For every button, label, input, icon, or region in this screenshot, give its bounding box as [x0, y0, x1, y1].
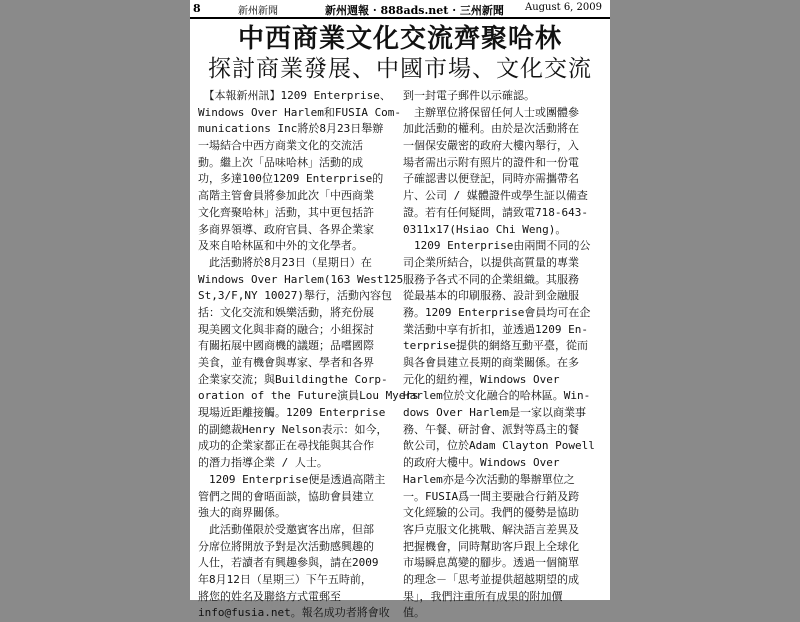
article-text-line: 客戶克服文化挑戰、解決語言差異及 — [403, 522, 579, 536]
article-text-line: 的潛力指導企業 / 人士。 — [198, 456, 328, 470]
article-text-line: 現美國文化與非裔的融合；小組探討 — [198, 322, 374, 336]
article-text-line: 將您的姓名及聯絡方式電郵至 — [198, 589, 341, 603]
article-text-line: 的副總裁Henry Nelson表示：如今， — [198, 422, 388, 436]
article-text-line: info@fusia.net。報名成功者將會收 — [198, 606, 390, 620]
article-text-line: St,3/F,NY 10027)舉行，活動內容包 — [198, 289, 392, 303]
article-right-column — [403, 88, 603, 622]
article-text-line: 證。若有任何疑問，請致電718-643- — [403, 205, 588, 219]
article-text-line: Harlem位於文化融合的哈林區。Win- — [403, 389, 591, 403]
article-text-line: 司企業所結合，以提供高質量的專業 — [403, 255, 579, 269]
article-text-line: 多商界領導、政府官員、各界企業家 — [198, 222, 374, 236]
article-text-line: 人仕，若讀者有興趣參與，請在2009 — [198, 556, 379, 570]
article-text-line: terprise提供的網絡互動平臺，從而 — [403, 339, 588, 353]
article-text-line: 現場近距離接觸。1209 Enterprise — [198, 406, 386, 420]
newspaper-page — [190, 0, 610, 620]
article-text-line: 文化齊聚哈林」活動，其中更包括許 — [198, 205, 374, 219]
article-text-line: 元化的紐約裡，Windows Over — [403, 372, 560, 386]
article-text-line: 的政府大樓中。Windows Over — [403, 456, 560, 470]
article-text-line: 場者需出示附有照片的證件和一份電 — [403, 155, 579, 169]
article-text-line: 片、公司 / 媒體證件或學生証以備查 — [403, 189, 588, 203]
page-header — [190, 0, 610, 19]
article-text-line: Harlem亦是今次活動的舉辦單位之 — [403, 472, 575, 486]
article-text-line: 與各會員建立長期的商業關係。在多 — [403, 356, 579, 369]
article-text-line: 分席位將開放予對是次活動感興趣的 — [198, 539, 374, 553]
article-text-line: 有關拓展中國商機的議題；品嚐國際 — [198, 339, 374, 353]
article-text-line: oration of the Future演員Lou Myers — [198, 389, 419, 403]
article-text-line: 1209 Enterprise由兩間不同的公 — [403, 239, 591, 253]
article-text-line: 一場結合中西方商業文化的交流活 — [198, 139, 363, 153]
article-text-line: 【本報新州訊】1209 Enterprise、 — [198, 89, 391, 102]
article-text-line: 文化經驗的公司。我們的優勢是協助 — [403, 506, 579, 520]
article-text-line: 管們之間的會晤面談，協助會員建立 — [198, 489, 374, 503]
article-text-line: 市場瞬息萬變的腳步。透過一個簡單 — [403, 556, 579, 570]
article-text-line: 強大的商界關係。 — [198, 506, 286, 520]
article-text-line: 一個保安嚴密的政府大樓內舉行，入 — [403, 139, 579, 153]
article-text-line: 美食，並有機會與專家、學者和各界 — [198, 356, 374, 369]
article-text-line: 業活動中享有折扣，並透過1209 En- — [403, 322, 588, 336]
issue-date: August 6, 2009 — [524, 2, 602, 13]
article-text-line: 飲公司，位於Adam Clayton Powell — [403, 439, 595, 453]
article-text-line: 1209 Enterprise便是透過高階主 — [198, 472, 386, 486]
article-text-line: dows Over Harlem是一家以商業事 — [403, 406, 586, 420]
article-text-line: 務、午餐、研討會、派對等爲主的餐 — [403, 422, 579, 436]
article-text-line: 年8月12日（星期三）下午五時前， — [198, 572, 372, 586]
article-text-line: 括：文化交流和娛樂活動，將充份展 — [198, 305, 374, 319]
article-text-line: Windows Over Harlem(163 West125 — [198, 272, 404, 286]
article-text-line: 把握機會，同時幫助客戶跟上全球化 — [403, 539, 579, 553]
headline-title: 中西商業文化交流齊聚哈林 — [237, 24, 562, 54]
article-text-line: 成功的企業家都正在尋找能與其合作 — [198, 439, 374, 453]
article-text-line: 及來自哈林區和中外的文化學者。 — [198, 239, 363, 253]
article-text-line: 功，多達100位1209 Enterprise的 — [198, 172, 384, 186]
article-text-line: 果」，我們注重所有成果的附加價 — [403, 589, 563, 603]
page-number: 8 — [193, 2, 201, 15]
article-text-line: 0311x17(Hsiao Chi Weng)。 — [403, 222, 567, 236]
article-text-line: 到一封電子郵件以示確認。 — [403, 89, 535, 102]
article-text-line: 子確認書以便登記，同時亦需攜帶名 — [403, 172, 579, 186]
article-left-column — [198, 88, 419, 622]
masthead-text: 新州週報 · 888ads.net · 三州新聞 — [325, 4, 504, 17]
article-text-line: munications Inc將於8月23日舉辦 — [198, 122, 384, 136]
headline-subtitle: 探討商業發展、中國市場、文化交流 — [208, 56, 592, 82]
article-text-line: 主辦單位將保留任何人士或團體參 — [403, 105, 579, 119]
article-text-line: 服務予各式不同的企業組織。其服務 — [403, 272, 579, 286]
article-text-line: 一。FUSIA爲一間主要融合行銷及跨 — [403, 489, 580, 503]
article-text-line: Windows Over Harlem和FUSIA Com- — [198, 105, 402, 119]
article-text-line: 加此活動的權利。由於是次活動將在 — [403, 122, 579, 136]
article-text-line: 此活動將於8月23日（星期日）在 — [198, 255, 372, 269]
paper-name: 新州新聞 — [238, 6, 278, 17]
article-text-line: 的理念－「思考並提供超越期望的成 — [403, 572, 579, 586]
article-text-line: 值。 — [403, 606, 425, 620]
article-text-line: 此活動僅限於受邀賓客出席，但部 — [198, 522, 374, 536]
article-text-line: 企業家交流；與Buildingthe Corp- — [198, 372, 388, 386]
article-text-line: 從最基本的印刷服務、設計到金融服 — [403, 289, 579, 303]
article-text-line: 動。繼上次「品味哈林」活動的成 — [198, 155, 363, 169]
article-text-line: 高階主管會員將參加此次「中西商業 — [198, 189, 374, 203]
article-text-line: 務。1209 Enterprise會員均可在企 — [403, 305, 591, 319]
